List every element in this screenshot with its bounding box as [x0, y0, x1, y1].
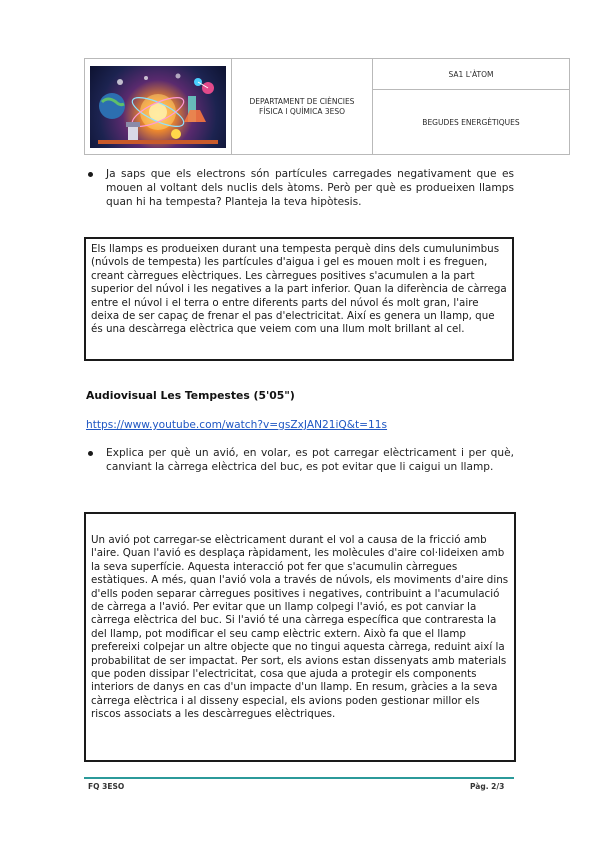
footer-divider: [84, 777, 514, 779]
footer-page-number: Pàg. 2/3: [470, 782, 505, 791]
topic-cell: [373, 90, 570, 155]
section-title: Audiovisual Les Tempestes (5'05"): [86, 389, 295, 402]
answer-box-2: [84, 512, 516, 762]
department-line-2: FÍSICA I QUÍMICA 3ESO: [258, 106, 346, 116]
question-1: Ja saps que els electrons són partícules carregades negativament que es mouen al voltant dels nuclis dels àtoms. Però per què es produeixen llamps quan hi ha tempesta? Planteja la teva hipòtesis.: [106, 168, 514, 208]
header-table: [84, 58, 570, 155]
department-cell: [232, 59, 373, 155]
footer-course: FQ 3ESO: [88, 782, 125, 791]
unit-cell: [373, 59, 570, 90]
answer-1-text: Els llamps es produeixen durant una tempesta perquè dins dels cumulunimbus (núvols de tempesta) les partícules d'aigua i gel es mouen molt i es freguen, creant càrregues elèctriques. Les càrregues positives s'acumulen a la part superior del núvol i les negatives a la part inferior. Quan la diferència de càrrega entre el núvol i el terra o entre diferents parts del núvol és molt gran, l'aire deixa de ser capaç de frenar el pas d'electricitat. Així es genera un llamp, que és una descàrrega elèctrica que veiem com una llum molt brillant al cel.: [91, 243, 507, 336]
header-image-cell: [85, 59, 232, 155]
answer-2-text: Un avió pot carregar-se elèctricament durant el vol a causa de la fricció amb l'aire. Quan l'avió es desplaça ràpidament, les molècules d'aire col·lideixen amb la seva superfície. Aquesta interacció pot fer que s'acumulin càrregues estàtiques. A més, quan l'avió vola a través de núvols, els moviments d'aire dins d'ells poden separar càrregues positives i negatives, contribuint a l'acumulació de càrrega a l'avió. Per evitar que un llamp colpegi l'avió, es pot canviar la càrrega elèctrica del buc. Si l'avió té una càrrega específica que contraresta la del llamp, pot modificar el seu camp elèctric extern. Això fa que el llamp prefereixi colpejar un altre objecte que no tingui aquesta càrrega, reduint així la probabilitat de ser impactat. Per sort, els avions estan dissenyats amb materials que poden dissipar l'electricitat, cosa que ajuda a protegir els components interiors de danys en cas d'un impacte d'un llamp. En resum, gràcies a la seva càrrega elèctrica i al disseny especial, els avions poden gestionar millor els riscos associats a les descàrregues elèctriques.: [91, 534, 509, 721]
topic-label: BEGUDES ENERGÈTIQUES: [422, 117, 520, 127]
science-collage-image: [90, 66, 226, 148]
question-2: Explica per què un avió, en volar, es pot carregar elèctricament i per què, canviant la càrrega elèctrica del buc, es pot evitar que li caigui un llamp.: [106, 447, 514, 473]
department-line-1: DEPARTAMENT DE CIÈNCIES: [249, 96, 355, 106]
unit-label: SA1 L'ÀTOM: [448, 69, 494, 79]
video-link[interactable]: https://www.youtube.com/watch?v=gsZxJAN21iQ&t=11s: [86, 419, 388, 431]
science-collage-illustration: [90, 66, 226, 148]
answer-box-1: [84, 237, 514, 361]
